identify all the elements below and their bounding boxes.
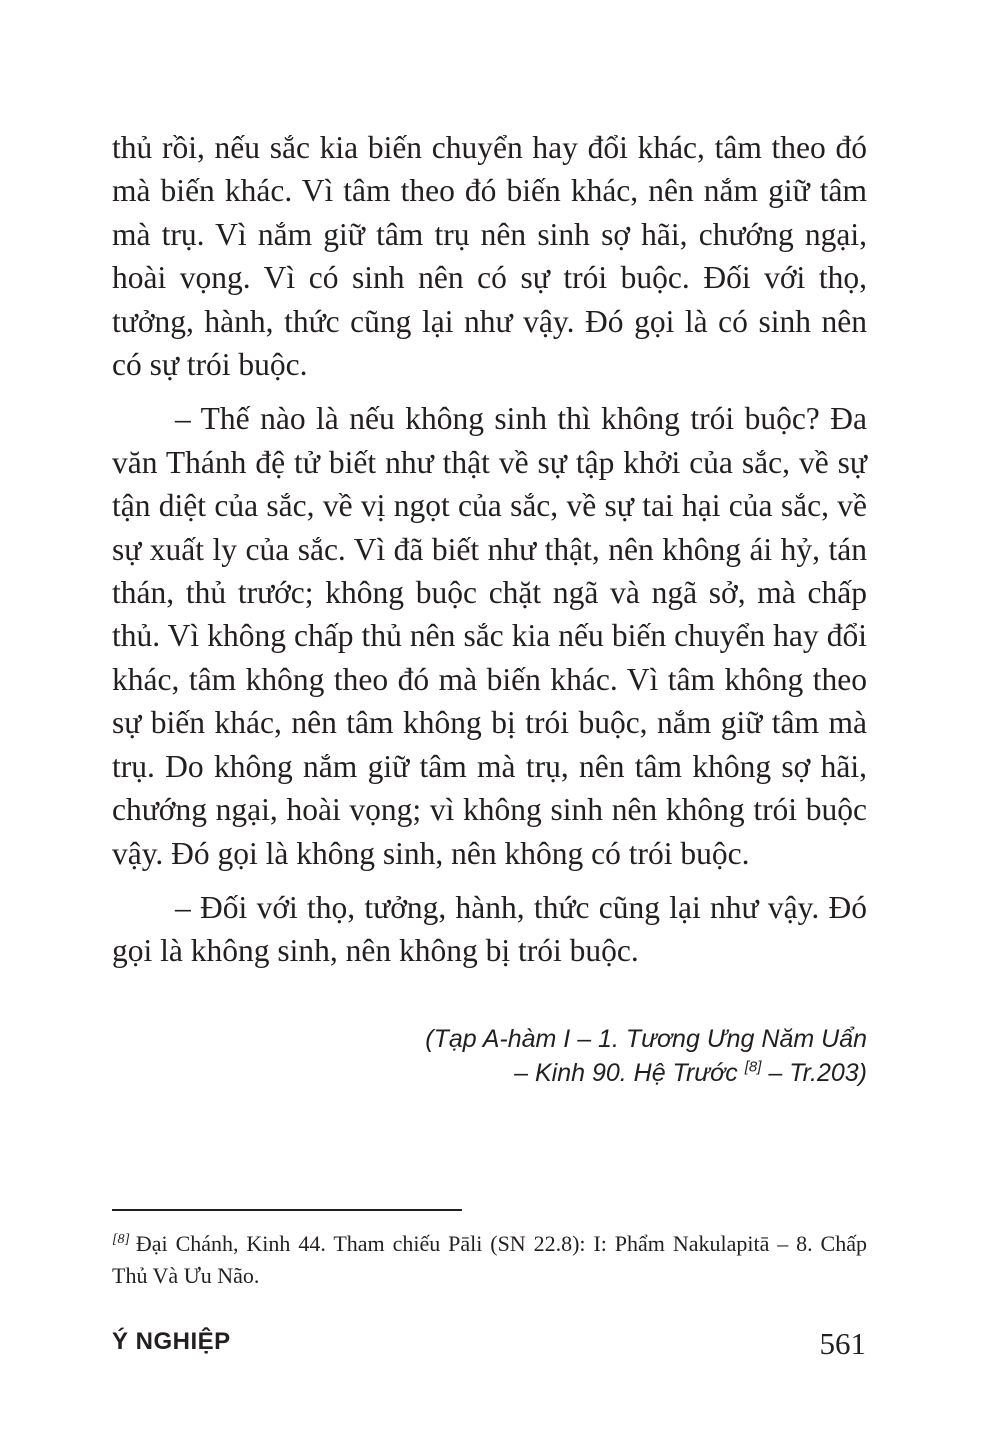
body-paragraph-2: – Thế nào là nếu không sinh thì không trói buộc? Đa văn Thánh đệ tử biết như thật về sự tập khởi của sắc, về sự tận diệt của sắc, về vị ngọt của sắc, về sự tai hại của sắc, về sự xuất ly của sắc. Vì đã biết như thật, nên không ái hỷ, tán thán, thủ trước; không buộc chặt ngã và ngã sở, mà chấp thủ. Vì không chấp thủ nên sắc kia nếu biến chuyển hay đổi khác, tâm không theo đó mà biến khác. Vì tâm không theo sự biến khác, nên tâm không bị trói buộc, nắm giữ tâm mà trụ. Do không nắm giữ tâm mà trụ, nên tâm không sợ hãi, chướng ngại, hoài vọng; vì không sinh nên không trói buộc vậy. Đó gọi là không sinh, nên không có trói buộc. — [112, 401, 867, 871]
source-citation — [267, 1022, 867, 1090]
citation-line-2 — [267, 1056, 867, 1090]
footnote-text: Đại Chánh, Kinh 44. Tham chiếu Pāli (SN 22.8): I: Phẩm Nakulapitā – 8. Chấp Thủ Và Ưu Não. — [112, 1231, 867, 1288]
footnote-divider — [112, 1209, 462, 1211]
citation-line-2-end: – Tr.203) — [761, 1059, 867, 1087]
citation-footnote-ref[interactable]: [8] — [744, 1058, 762, 1076]
citation-line-2-text: – Kinh 90. Hệ Trước — [514, 1059, 745, 1087]
footnote — [112, 1228, 867, 1292]
body-text — [112, 126, 867, 973]
page-number: 561 — [819, 1326, 866, 1361]
footnote-marker: [8] — [112, 1231, 130, 1247]
body-paragraph-3: – Đối với thọ, tưởng, hành, thức cũng lại như vậy. Đó gọi là không sinh, nên không bị trói buộc. — [112, 889, 867, 969]
body-paragraph-1: thủ rồi, nếu sắc kia biến chuyển hay đổi khác, tâm theo đó mà biến khác. Vì tâm theo đó biến khác, nên nắm giữ tâm mà trụ. Vì nắm giữ tâm trụ nên sinh sợ hãi, chướng ngại, hoài vọng. Vì có sinh nên có sự trói buộc. Đối với thọ, tưởng, hành, thức cũng lại như vậy. Đó gọi là có sinh nên có sự trói buộc. — [112, 130, 867, 383]
citation-line-1: (Tạp A-hàm I – 1. Tương Ưng Năm Uẩn — [425, 1025, 867, 1053]
running-title: Ý NGHIỆP — [112, 1328, 231, 1355]
